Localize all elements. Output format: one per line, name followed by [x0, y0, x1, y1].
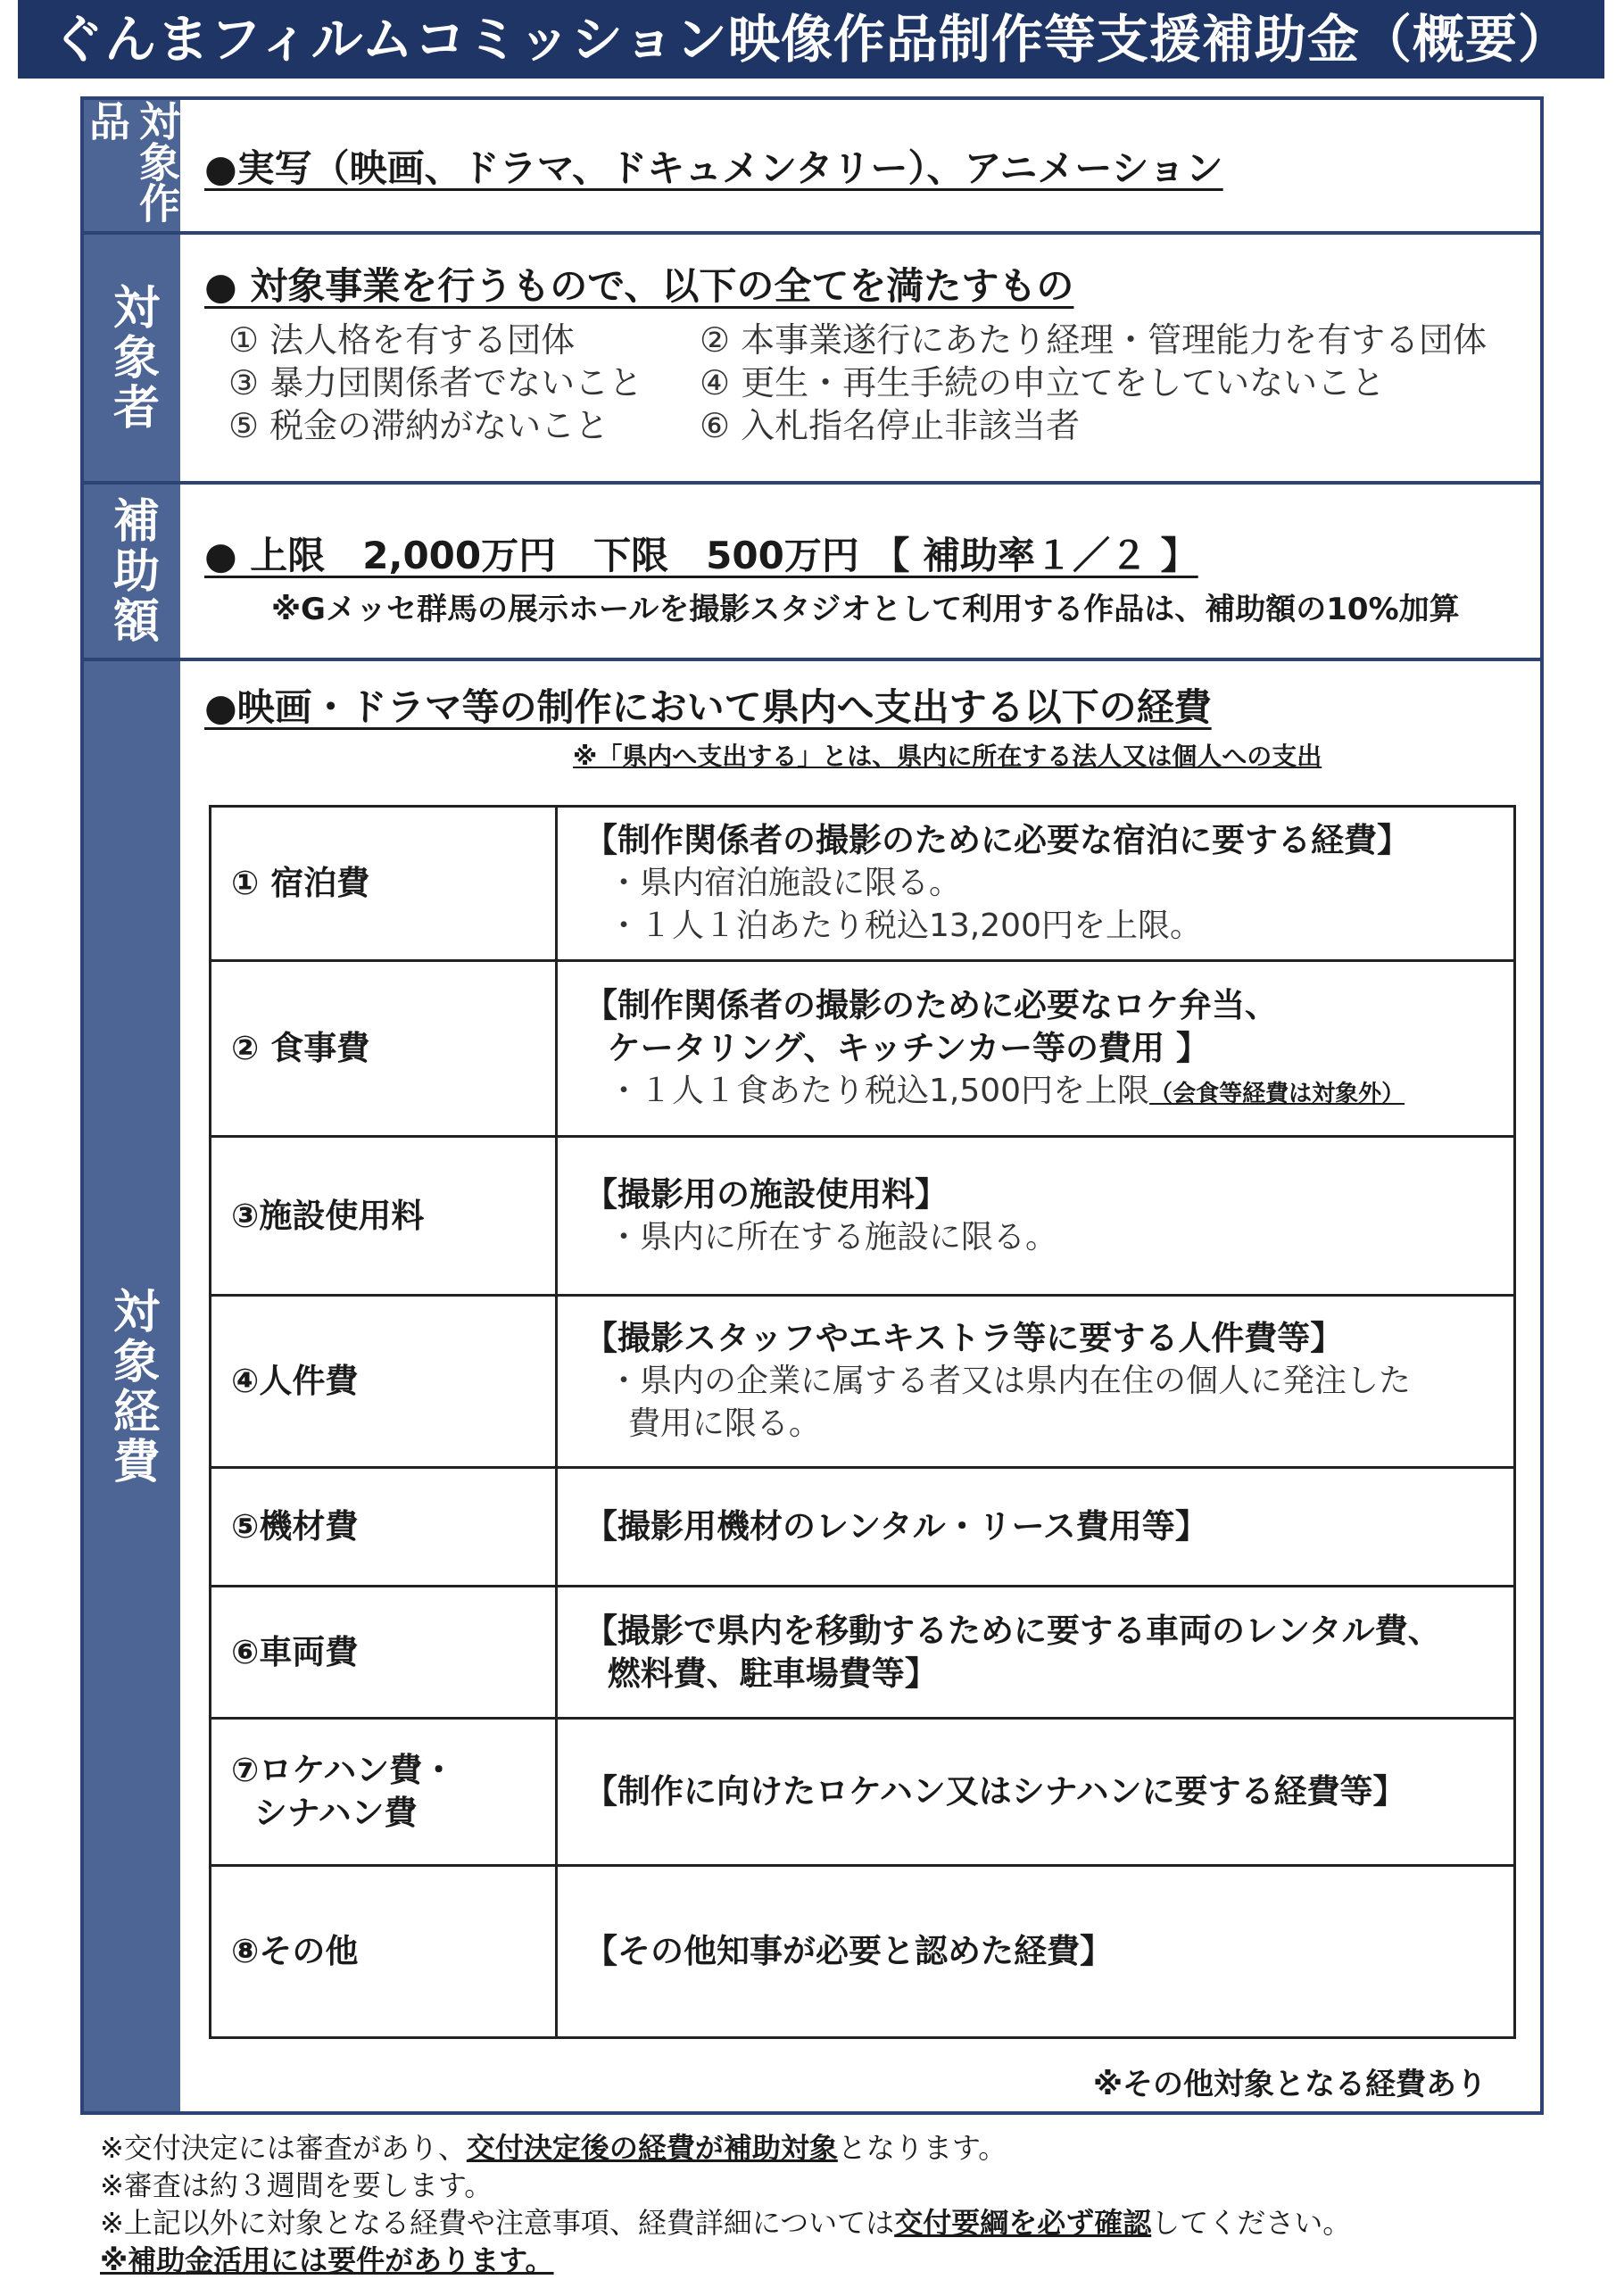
cost-name: ③施設使用料 — [211, 1137, 557, 1296]
eligible-item: ① 法人格を有する団体 — [228, 320, 576, 360]
table-row — [211, 1137, 1515, 1296]
divider — [84, 231, 1540, 235]
amount-heading: ● 上限 2,000万円 下限 500万円 【 補助率１／２ 】 — [204, 534, 1198, 577]
cost-name: ① 宿泊費 — [211, 807, 557, 961]
table-row — [211, 1866, 1515, 2038]
eligible-item: ⑤ 税金の滞納がないこと — [228, 406, 609, 445]
costs-heading: ●映画・ドラマ等の制作において県内へ支出する以下の経費 — [204, 685, 1212, 729]
cost-name: ⑦ロケハン費・ シナハン費 — [211, 1719, 557, 1866]
cost-desc: 【撮影用機材のレンタル・リース費用等】 — [557, 1468, 1515, 1587]
footer-note-1: ※交付決定には審査があり、交付決定後の経費が補助対象となります。 — [100, 2131, 1007, 2165]
cost-desc: 【制作関係者の撮影のために必要なロケ弁当、 ケータリング、キッチンカー等の費用 】 ・１人１食あたり税込1,500円を上限（会食等経費は対象外） — [557, 961, 1515, 1137]
table-row — [211, 1587, 1515, 1719]
cost-desc: 【その他知事が必要と認めた経費】 — [557, 1866, 1515, 2038]
page-title: ぐんまフィルムコミッション映像作品制作等支援補助金（概要） — [18, 0, 1604, 79]
table-row — [211, 1719, 1515, 1866]
cost-desc: 【撮影用の施設使用料】 ・県内に所在する施設に限る。 — [557, 1137, 1515, 1296]
eligible-item: ⑥ 入札指名停止非該当者 — [700, 406, 1081, 445]
cost-desc: 【制作に向けたロケハン又はシナハンに要する経費等】 — [557, 1719, 1515, 1866]
eligible-item: ② 本事業遂行にあたり経理・管理能力を有する団体 — [700, 320, 1488, 360]
amount-note: ※Gメッセ群馬の展示ホールを撮影スタジオとして利用する作品は、補助額の10%加算 — [271, 592, 1460, 627]
cost-name: ⑥車両費 — [211, 1587, 557, 1719]
eligible-item: ③ 暴力団関係者でないこと — [228, 363, 643, 402]
costs-label: 対象経費 — [104, 1286, 159, 1487]
table-row — [211, 961, 1515, 1137]
eligible-label: 対象者 — [104, 283, 159, 433]
cost-name: ④人件費 — [211, 1296, 557, 1468]
cost-desc: 【撮影で県内を移動するために要する車両のレンタル費、 燃料費、駐車場費等】 — [557, 1587, 1515, 1719]
table-row — [211, 1468, 1515, 1587]
costs-table — [209, 805, 1516, 2039]
cost-name: ⑧その他 — [211, 1866, 557, 2038]
eligible-item: ④ 更生・再生手続の申立てをしていないこと — [700, 363, 1386, 402]
table-row — [211, 807, 1515, 961]
cost-name: ② 食事費 — [211, 961, 557, 1137]
divider — [84, 481, 1540, 485]
amount-label: 補助額 — [104, 496, 159, 646]
costs-more-note: ※その他対象となる経費あり — [1092, 2067, 1487, 2102]
footer-note-2: ※審査は約３週間を要します。 — [100, 2168, 493, 2202]
costs-subnote: ※「県内へ支出する」とは、県内に所在する法人又は個人への支出 — [573, 742, 1322, 771]
footer-note-3: ※上記以外に対象となる経費や注意事項、経費詳細については交付要綱を必ず確認してください。 — [100, 2206, 1352, 2240]
summary-frame — [80, 96, 1544, 2115]
footer-note-4: ※補助金活用には要件があります。 — [100, 2243, 554, 2277]
cost-desc: 【撮影スタッフやエキストラ等に要する人件費等】 ・県内の企業に属する者又は県内在住の個人に発注した 費用に限る。 — [557, 1296, 1515, 1468]
table-row — [211, 1296, 1515, 1468]
cost-name: ⑤機材費 — [211, 1468, 557, 1587]
works-heading: ●実写（映画、ドラマ、ドキュメンタリー）、アニメーション — [204, 146, 1223, 190]
eligible-heading: ● 対象事業を行うもので、以下の全てを満たすもの — [204, 264, 1074, 308]
divider — [84, 658, 1540, 661]
cost-desc: 【制作関係者の撮影のために必要な宿泊に要する経費】 ・県内宿泊施設に限る。 ・１人１泊あたり税込13,200円を上限。 — [557, 807, 1515, 961]
works-label: 対象作品 — [83, 100, 181, 223]
